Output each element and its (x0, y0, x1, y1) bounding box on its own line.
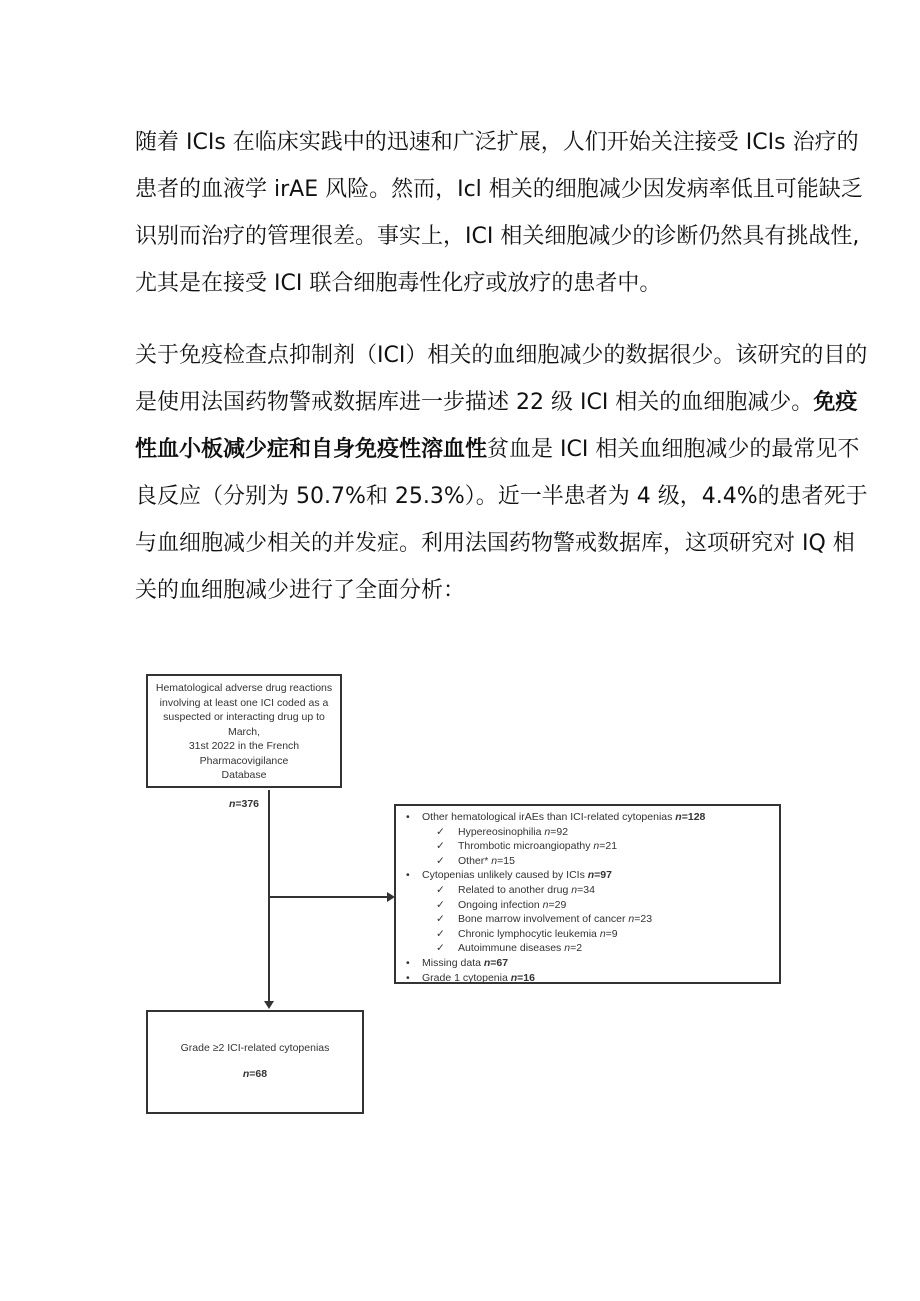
flowchart-bottom-box (146, 1010, 364, 1114)
n-label: n (599, 927, 606, 940)
n-label: n (593, 840, 600, 853)
n-value: =23 (634, 913, 653, 926)
n-label: n (483, 956, 491, 969)
paragraph2-line: 良反应（分别为 50.7%和 25.3%）。近一半患者为 4 级，4.4%的患者死于 (135, 484, 868, 509)
check-icon: ✓ (436, 854, 445, 867)
box-text: 31st 2022 in the French Pharmacovigilance (188, 740, 300, 767)
item-text (458, 912, 652, 927)
n-label: n (228, 797, 236, 810)
n-value: =21 (599, 840, 618, 853)
sub-list-item (406, 898, 779, 913)
item-count (675, 811, 705, 823)
box-title: Grade ≥2 ICI-related cytopenias (180, 1042, 330, 1054)
check-icon: ✓ (436, 898, 445, 911)
item-text (422, 971, 535, 986)
box-text: involving at least one ICI coded as a (159, 696, 329, 709)
item-label: Other* (458, 854, 492, 867)
check-icon: ✓ (436, 825, 445, 838)
item-text (458, 927, 618, 942)
n-label: n (628, 913, 635, 926)
sub-list-item (406, 825, 779, 840)
item-label: Thrombotic microangiopathy (458, 840, 594, 853)
flowchart-excluded-box (394, 804, 781, 984)
list-item (406, 810, 779, 825)
item-label: Grade 1 cytopenia (422, 971, 511, 984)
n-value: =67 (490, 956, 509, 969)
n-value: =29 (548, 898, 567, 911)
flowchart-top-box (146, 674, 342, 810)
sub-list-item (406, 941, 779, 956)
paragraph1-line: 随着 ICIs 在临床实践中的迅速和广泛扩展，人们开始关注接受 ICIs 治疗的 (135, 130, 859, 155)
box-text: Database (221, 769, 267, 781)
n-label: n (510, 971, 518, 984)
item-count (511, 972, 535, 984)
box-text: Hematological adverse drug reactions (155, 682, 333, 694)
item-text (458, 854, 515, 869)
item-text (422, 956, 508, 971)
n-value: =34 (577, 883, 595, 896)
paragraph2-line: 与血细胞减少相关的并发症。利用法国药物警戒数据库，这项研究对 IQ 相 (135, 531, 855, 556)
n-label: n (491, 854, 498, 867)
item-label: Ongoing infection (458, 898, 543, 911)
paragraph2-line: 关于免疫检查点抑制剂（ICI）相关的血细胞减少的数据很少。该研究的目的 (135, 343, 868, 368)
count (148, 797, 340, 812)
sub-list-item (406, 854, 779, 869)
sub-list-item (406, 883, 779, 898)
check-icon: ✓ (436, 942, 445, 955)
n-value: =92 (550, 825, 569, 838)
bullet-icon: • (406, 971, 410, 984)
bold-text: 免疫 (813, 390, 858, 415)
paragraph2-line (135, 389, 857, 417)
sub-list-item (406, 912, 779, 927)
paragraph2-line (135, 436, 859, 464)
bold-text: 性血小板减少症和自身免疫性溶血性 (135, 437, 488, 462)
item-count (484, 957, 508, 969)
n-label: n (571, 883, 578, 896)
n-value: =2 (570, 942, 583, 955)
list-item (406, 868, 779, 883)
paragraph2-line: 关的血细胞减少进行了全面分析： (135, 578, 466, 603)
check-icon: ✓ (436, 913, 445, 926)
bullet-icon: • (406, 956, 410, 969)
n-value: =15 (497, 854, 515, 867)
list-item (406, 971, 779, 986)
check-icon: ✓ (436, 927, 445, 940)
n-value: =16 (517, 971, 535, 984)
paragraph1-line: 患者的血液学 irAE 风险。然而，Icl 相关的细胞减少因发病率低且可能缺乏 (135, 177, 863, 202)
connector-line (268, 896, 388, 898)
item-text (458, 898, 566, 913)
n-label: n (544, 825, 551, 838)
item-text (458, 941, 582, 956)
paragraph1-line: 尤其是在接受 ICI 联合细胞毒性化疗或放疗的患者中。 (135, 271, 662, 296)
n-value: =97 (594, 869, 612, 882)
n-value: =68 (249, 1068, 268, 1080)
box-text: suspected or interacting drug up to March, (163, 711, 325, 738)
item-text (422, 868, 612, 883)
item-label: Autoimmune diseases (458, 942, 565, 955)
n-label: n (675, 811, 682, 823)
sub-list-item (406, 839, 779, 854)
item-label: Missing data (422, 956, 484, 969)
item-label: Hypereosinophilia (458, 825, 545, 838)
n-label: n (564, 942, 571, 955)
sub-list-item (406, 927, 779, 942)
n-value: =128 (681, 811, 706, 823)
check-icon: ✓ (436, 840, 445, 853)
item-text (458, 883, 595, 898)
text: 贫血是 ICI 相关血细胞减少的最常见不 (487, 437, 860, 462)
n-value: =9 (605, 927, 618, 940)
item-label: Chronic lymphocytic leukemia (458, 927, 600, 940)
item-label: Related to another drug (458, 883, 572, 896)
item-text (422, 810, 705, 825)
item-label: Bone marrow involvement of cancer (458, 913, 629, 926)
item-label: Other hematological irAEs than ICI-related cytopenias (422, 811, 676, 823)
arrow-down-icon (264, 1001, 274, 1009)
list-item (406, 956, 779, 971)
bullet-icon: • (406, 811, 410, 823)
n-label: n (242, 1068, 250, 1080)
check-icon: ✓ (436, 883, 445, 896)
n-label: n (542, 898, 549, 911)
paragraph1-line: 识别而治疗的管理很差。事实上，ICI 相关细胞减少的诊断仍然具有挑战性, (135, 224, 860, 249)
item-text (458, 839, 617, 854)
count (148, 1068, 362, 1080)
text: 是使用法国药物警戒数据库进一步描述 22 级 ICI 相关的血细胞减少。 (135, 390, 814, 415)
n-value: =376 (235, 797, 260, 810)
item-count (588, 869, 612, 881)
item-label: Cytopenias unlikely caused by ICIs (422, 869, 588, 882)
item-text (458, 825, 568, 840)
n-label: n (587, 869, 595, 882)
bullet-icon: • (406, 869, 410, 882)
